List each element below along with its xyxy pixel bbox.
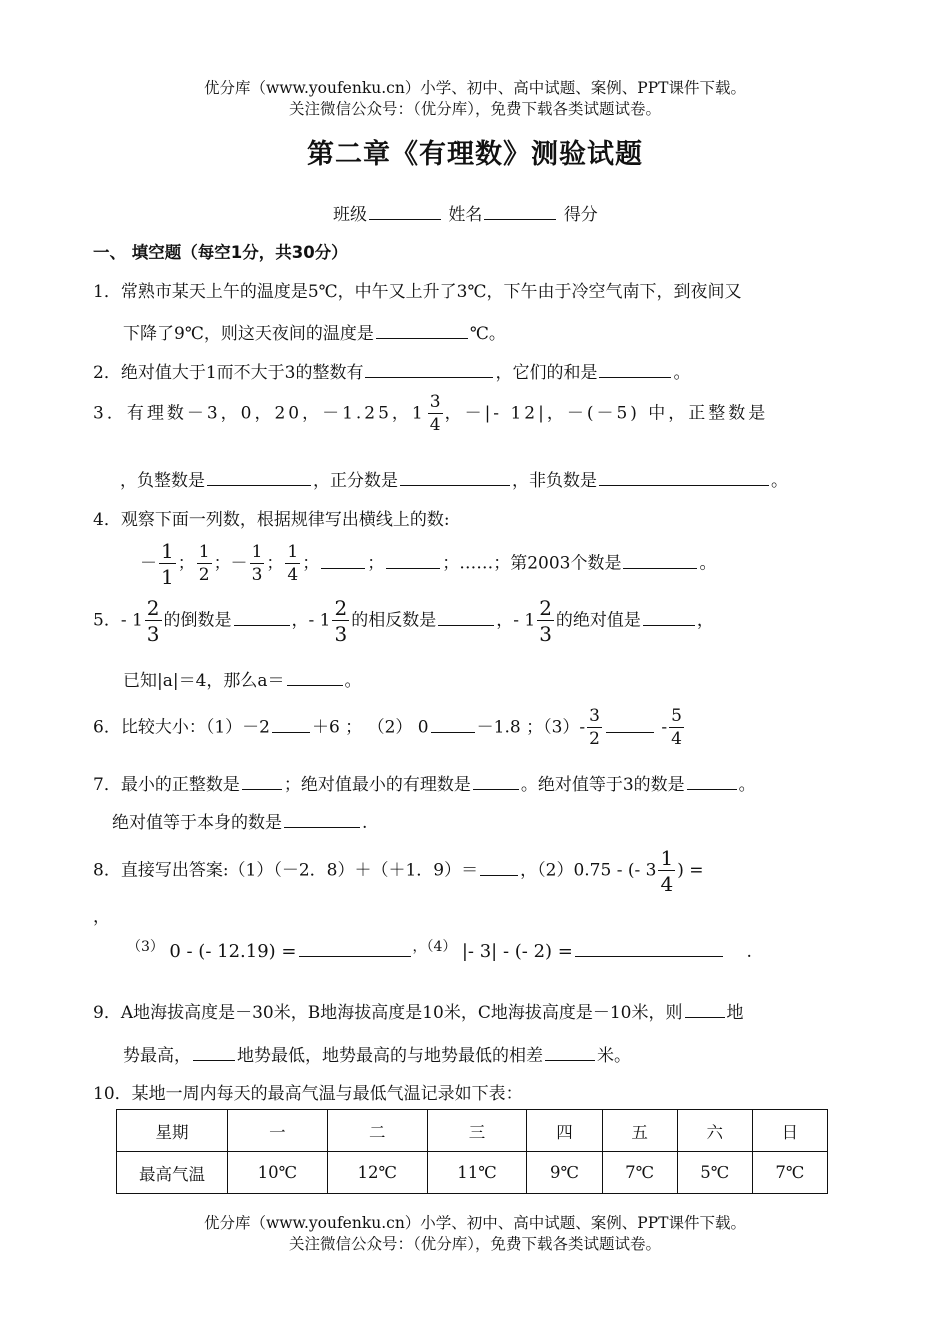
table-cell: 10℃ — [228, 1152, 328, 1194]
q4-end: 。 — [699, 553, 717, 574]
table-cell: 7℃ — [752, 1152, 827, 1194]
table-cell: 7℃ — [602, 1152, 677, 1194]
q6-blank-2[interactable] — [431, 716, 475, 733]
class-label: 班级 — [333, 205, 367, 225]
q5-text: 5．- 1 — [93, 610, 143, 631]
q7-end-2: . — [362, 813, 368, 833]
q6-frac-2: $\frac{5}{4}$ — [671, 706, 682, 749]
q8-dot: . — [746, 942, 752, 962]
table-header-cell: 二 — [327, 1110, 427, 1152]
q7-blank-4[interactable] — [284, 811, 360, 828]
q1-text: 下降了9℃，则这天夜间的温度是 — [123, 324, 374, 344]
q9-line1 — [93, 998, 744, 1023]
table-row — [117, 1152, 828, 1194]
q5-line1 — [93, 598, 714, 644]
q6-blank-3[interactable] — [606, 716, 654, 733]
q5-text-4: 已知|a|＝4，那么a＝ — [123, 671, 285, 691]
q2-text: 2．绝对值大于1而不大于3的整数有 — [93, 363, 364, 383]
q4-line1: 4．观察下面一列数，根据规律写出横线上的数: — [93, 510, 450, 530]
q5-text-2: ，- 1 — [291, 610, 331, 631]
q9-line2 — [123, 1041, 631, 1066]
q5-opp-label: 的相反数是 — [351, 610, 437, 631]
q10-line: 10．某地一周内每天的最高气温与最低气温记录如下表： — [93, 1084, 523, 1104]
q2-blank-1[interactable] — [365, 361, 493, 378]
q8-part4-label: ，（4） — [412, 939, 457, 955]
q4-frac-3: $\frac{1}{3}$ — [251, 542, 263, 585]
q9-end: 米。 — [597, 1046, 631, 1066]
q2-blank-2[interactable] — [599, 361, 671, 378]
q6-text: 6．比较大小：（1）－2 — [93, 717, 270, 738]
page-title: 第二章《有理数》测验试题 — [307, 139, 643, 170]
q3-end: 。 — [771, 471, 788, 491]
q6-text-2: ＋6 ； （2） 0 — [311, 717, 429, 738]
q8-text: 8．直接写出答案:（1）（－2．8）＋（＋1．9）＝ — [93, 860, 479, 881]
q5-frac-2: $\frac{2}{3}$ — [334, 596, 348, 646]
q5-comma: ， — [696, 610, 714, 631]
q7-text: 7．最小的正整数是 — [93, 775, 240, 795]
class-blank[interactable] — [369, 203, 441, 220]
header-line-2: 关注微信公众号：（优分库），免费下载各类试题试卷。 — [288, 100, 661, 118]
q4-blank-2[interactable] — [386, 552, 440, 569]
q8-expr3: 0 - (- 12.19) = — [169, 941, 297, 962]
q6-minus: - — [661, 717, 668, 738]
q3-blank-neg[interactable] — [207, 469, 311, 486]
q5-text-3: ，- 1 — [496, 610, 536, 631]
q5-frac-1: $\frac{2}{3}$ — [146, 596, 160, 646]
name-label: 姓名 — [448, 205, 483, 225]
q8-frac: $\frac{1}{4}$ — [660, 846, 674, 896]
q8-line1 — [93, 848, 703, 894]
q9-text: 9．A地海拔高度是－30米，B地海拔高度是10米，C地海拔高度是－10米，则 — [93, 1003, 683, 1023]
q8-blank-4[interactable] — [575, 945, 723, 957]
q8-blank-3[interactable] — [299, 945, 411, 957]
q5-recip-label: 的倒数是 — [163, 610, 232, 631]
q9-text-4: 地势最低，地势最高的与地势最低的相差 — [237, 1046, 543, 1066]
q9-blank-3[interactable] — [545, 1044, 595, 1061]
q3-neg-label: ，负整数是 — [120, 471, 205, 491]
q3-text: 3．有理数－3，0，20，－1.25，1 — [93, 403, 426, 424]
q9-text-2: 地 — [726, 1003, 744, 1023]
q6-blank-1[interactable] — [272, 716, 310, 733]
q3-line1 — [93, 394, 768, 434]
table-header-cell: 三 — [427, 1110, 527, 1152]
q7-blank-3[interactable] — [687, 773, 737, 790]
q3-pos-frac-label: ，正分数是 — [313, 471, 398, 491]
q7-text-3: 。绝对值等于3的数是 — [520, 775, 685, 795]
q5-line2 — [123, 666, 362, 691]
q6-text-3: －1.8 ；（3）- — [476, 717, 586, 738]
q4-frac-2: $\frac{1}{2}$ — [198, 542, 210, 585]
q3-blank-posfrac[interactable] — [400, 469, 510, 486]
q1-line1: 1．常熟市某天上午的温度是5℃，中午又上升了3℃，下午由于冷空气南下，到夜间又 — [93, 282, 742, 302]
q7-blank-1[interactable] — [242, 773, 282, 790]
table-header-cell: 四 — [527, 1110, 602, 1152]
table-row — [117, 1110, 828, 1152]
table-header-cell: 六 — [677, 1110, 752, 1152]
q8-expr4: - (- 2) = — [497, 941, 573, 962]
q7-line1 — [93, 770, 756, 795]
q3-blank-nonneg[interactable] — [599, 469, 769, 486]
table-header-cell: 一 — [228, 1110, 328, 1152]
table-header-cell: 星期 — [117, 1110, 228, 1152]
q2-text-2: ，它们的和是 — [495, 363, 598, 383]
section-heading: 一、 填空题（每空1分，共30分） — [93, 243, 348, 262]
q9-blank-2[interactable] — [193, 1044, 235, 1061]
q2-line — [93, 358, 690, 383]
name-blank[interactable] — [484, 203, 556, 220]
table-cell: 9℃ — [527, 1152, 602, 1194]
q5-abs-label: 的绝对值是 — [555, 610, 641, 631]
minus: － — [140, 553, 157, 574]
q4-blank-3[interactable] — [623, 552, 697, 569]
q8-part3-label: （3） — [127, 939, 164, 955]
q3-fraction: $\frac{3}{4}$ — [429, 392, 441, 435]
q7-end-1: 。 — [738, 775, 756, 795]
q1-blank[interactable] — [376, 322, 468, 339]
q5-frac-3: $\frac{2}{3}$ — [539, 596, 552, 646]
q8-expr4-abs: |- 3| — [461, 941, 498, 962]
q4-frac-4: $\frac{1}{4}$ — [287, 542, 299, 585]
q4-frac-1: $\frac{1}{1}$ — [161, 539, 174, 589]
q7-text-2: ；绝对值最小的有理数是 — [283, 775, 471, 795]
q4-text: ；……；第2003个数是 — [442, 553, 622, 574]
q3-nonneg-label: ，非负数是 — [512, 471, 597, 491]
q6-frac-1: $\frac{3}{2}$ — [589, 706, 600, 749]
q1-end: ℃。 — [469, 324, 506, 344]
q7-blank-2[interactable] — [473, 773, 519, 790]
q5-blank-4[interactable] — [287, 669, 343, 686]
q4-sequence: － $\frac{1}{1}$ ； $\frac{1}{2}$ ；－ $\frac{1}{3}$ ； $\frac{1}{4}$ ； ； ；……；第2003个数是 。 — [140, 539, 717, 589]
q9-text-3: 势最高， — [123, 1046, 191, 1066]
q6-line — [93, 708, 686, 748]
table-cell: 5℃ — [677, 1152, 752, 1194]
q3-text-2: ，－|- 12|，－(－5) 中，正整数是 — [444, 403, 769, 424]
table-header-cell: 五 — [602, 1110, 677, 1152]
q5-blank-3[interactable] — [643, 609, 695, 626]
table-cell: 最高气温 — [117, 1152, 228, 1194]
q8-line2 — [127, 936, 752, 962]
score-label: 得分 — [563, 205, 598, 225]
q1-line2 — [123, 319, 506, 344]
table-cell: 12℃ — [327, 1152, 427, 1194]
q8-text-3: ) = — [677, 860, 704, 881]
q2-end: 。 — [673, 363, 691, 383]
table-cell: 11℃ — [427, 1152, 527, 1194]
footer-line-2: 关注微信公众号：（优分库），免费下载各类试题试卷。 — [288, 1235, 661, 1253]
q4-blank-1[interactable] — [321, 552, 365, 569]
q5-blank-1[interactable] — [234, 609, 290, 626]
temperature-table — [116, 1109, 828, 1194]
q3-line2 — [120, 466, 788, 491]
footer-line-1: 优分库（www.youfenku.cn）小学、初中、高中试题、案例、PPT课件下载。 — [203, 1214, 747, 1232]
header-line-1: 优分库（www.youfenku.cn）小学、初中、高中试题、案例、PPT课件下载。 — [203, 79, 747, 97]
q9-blank-1[interactable] — [685, 1001, 725, 1018]
q8-comma: ， — [93, 907, 110, 927]
student-info — [333, 200, 598, 225]
q8-text-2: ，（2）0.75 - (- 3 — [520, 860, 657, 881]
table-header-cell: 日 — [752, 1110, 827, 1152]
q8-blank-1[interactable] — [480, 859, 518, 876]
q7-line2 — [112, 808, 367, 833]
q5-end: 。 — [344, 671, 362, 691]
q5-blank-2[interactable] — [438, 609, 494, 626]
q7-text-4: 绝对值等于本身的数是 — [112, 813, 282, 833]
